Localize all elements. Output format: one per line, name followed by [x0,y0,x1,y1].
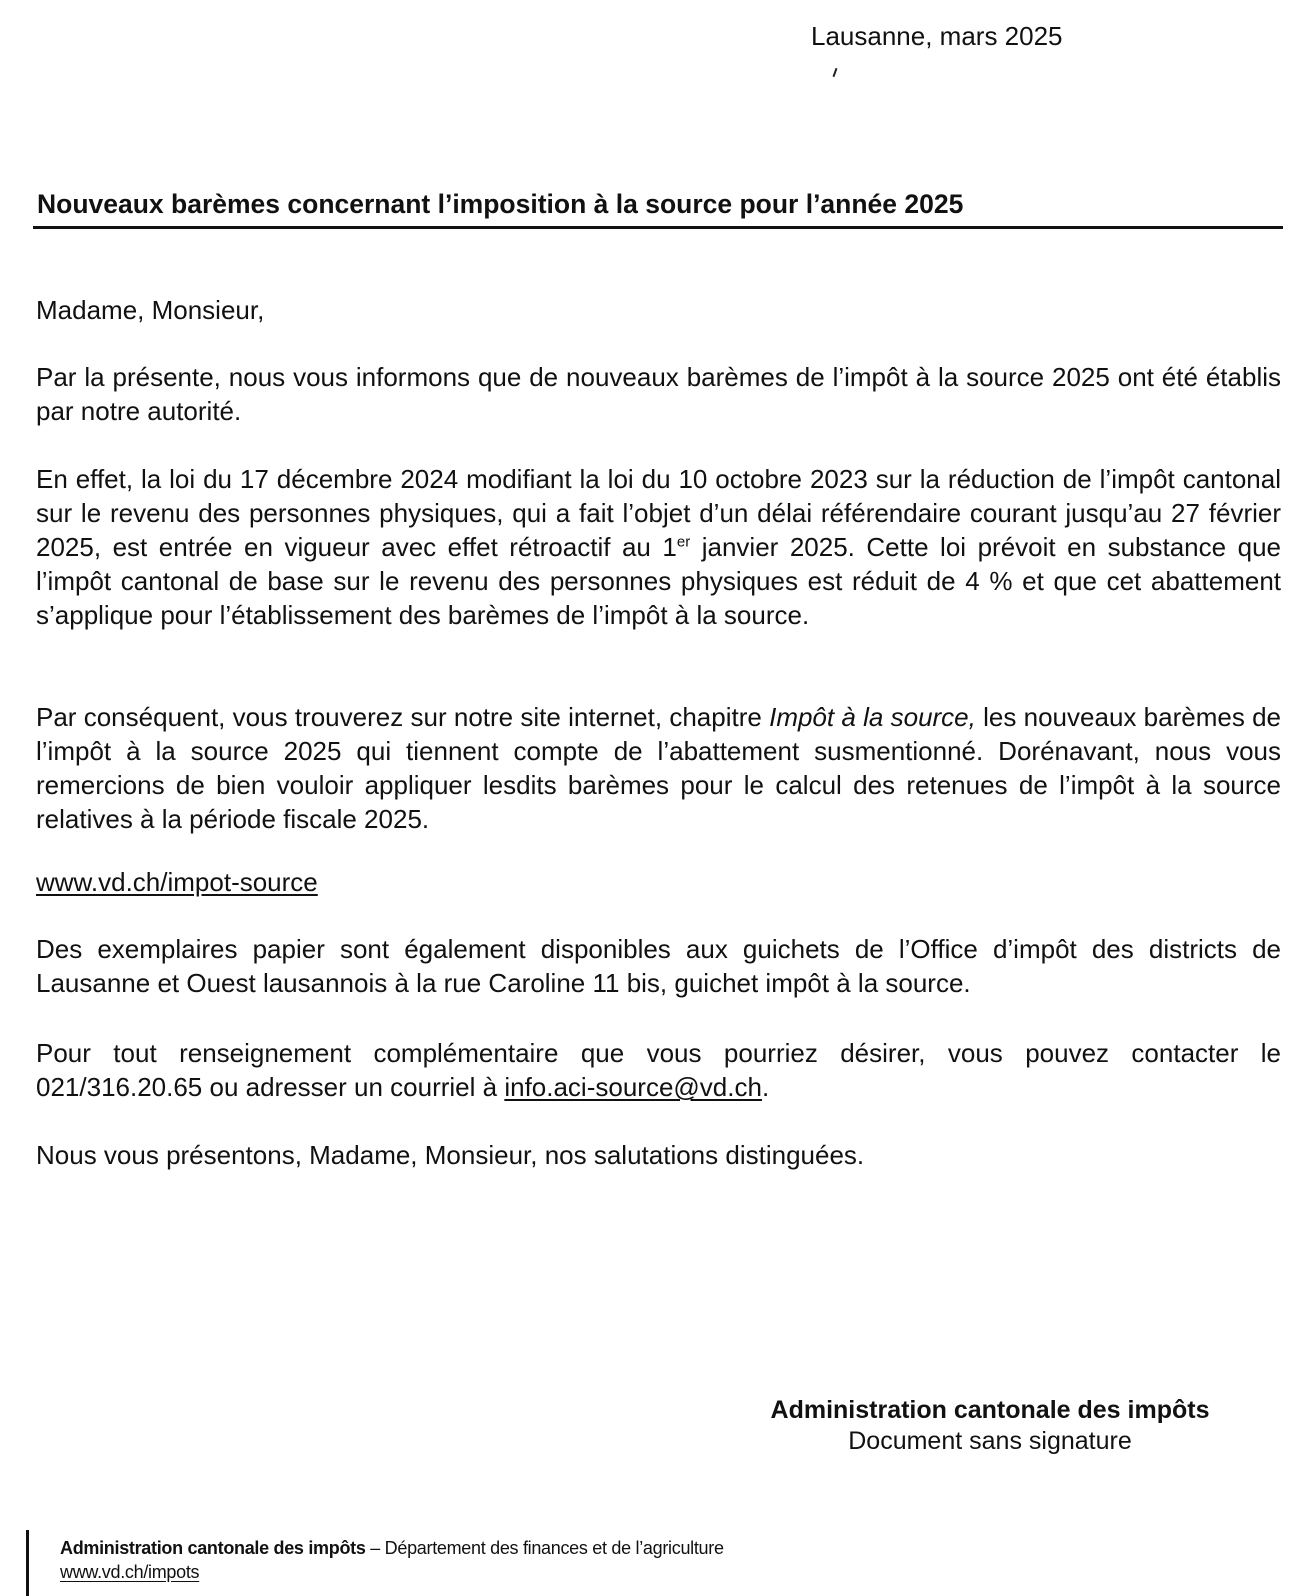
signature-block [700,1395,1280,1457]
greeting-text: Madame, Monsieur, [36,295,265,325]
paragraph-website-text-2: les nouveaux barèmes de l’impôt à la source 2025 qui tiennent compte de l’abattement susmentionné. Dorénavant, nous vous remercions de bien vouloir appliquer lesdits barèmes pour le calcul des retenues de l’impôt à la source relatives à la période fiscale 2025. [36,702,1282,834]
signature-note: Document sans signature [848,1427,1132,1455]
greeting [36,293,1281,327]
signature-organization: Administration cantonale des impôts [770,1396,1210,1424]
letter-date: Lausanne, mars 2025 [811,21,1063,51]
footer-impots-link[interactable]: www.vd.ch/impots [60,1562,200,1582]
paragraph-contact-text: Pour tout renseignement complémentaire que vous pourriez désirer, vous pouvez contacter le 021/316.20.65 ou adresser un courriel à [36,1038,1281,1102]
paragraph-intro-text: Par la présente, nous vous informons que de nouveaux barèmes de l’impôt à la source 2025 ont été établis par notre autorité. [36,362,1281,426]
letter-subject: Nouveaux barèmes concernant l’imposition à la source pour l’année 2025 [37,189,964,219]
footer-bar [26,1530,29,1596]
footer-separator: – [365,1538,385,1558]
paragraph-paper-copies [36,932,1281,1000]
footer [60,1536,724,1584]
email-link[interactable]: info.aci-source@vd.ch [504,1072,762,1102]
website-link-line [36,865,1281,899]
paragraph-law-text-1: En effet, la loi du 17 décembre 2024 modifiant la loi du 10 octobre 2023 sur la réduction de l’impôt cantonal sur le revenu des personnes physiques, qui a fait l’objet d’un délai référendaire courant jusqu’au 27 février 2025, est entrée en vigueur avec effet rétroactif au 1 [36,464,1281,562]
paragraph-contact [36,1036,1281,1104]
subject-underline [33,226,1283,229]
scan-mark [833,68,838,77]
paragraph-law [36,462,1281,632]
paragraph-paper-copies-text: Des exemplaires papier sont également disponibles aux guichets de l’Office d’impôt des districts de Lausanne et Ouest lausannois à la rue Caroline 11 bis, guichet impôt à la source. [36,934,1281,998]
paragraph-intro [36,360,1281,428]
paragraph-website-text-1: Par conséquent, vous trouverez sur notre site internet, chapitre [36,702,770,732]
chapter-name: Impôt à la source, [769,702,976,732]
paragraph-law-text-2: janvier 2025. Cette loi prévoit en substance que l’impôt cantonal de base sur le revenu des personnes physiques est réduit de 4 % et que cet abattement s’applique pour l’établissement des barèmes de l’impôt à la source. [36,532,1281,630]
ordinal-superscript: er [676,533,691,551]
closing-text: Nous vous présentons, Madame, Monsieur, nos salutations distinguées. [36,1140,865,1170]
footer-organization: Administration cantonale des impôts [60,1538,366,1558]
footer-department: Département des finances et de l’agriculture [384,1538,724,1558]
paragraph-contact-end: . [761,1072,770,1102]
closing-formula [36,1138,1281,1172]
paragraph-website [36,700,1281,836]
impot-source-link[interactable]: www.vd.ch/impot-source [36,867,318,897]
